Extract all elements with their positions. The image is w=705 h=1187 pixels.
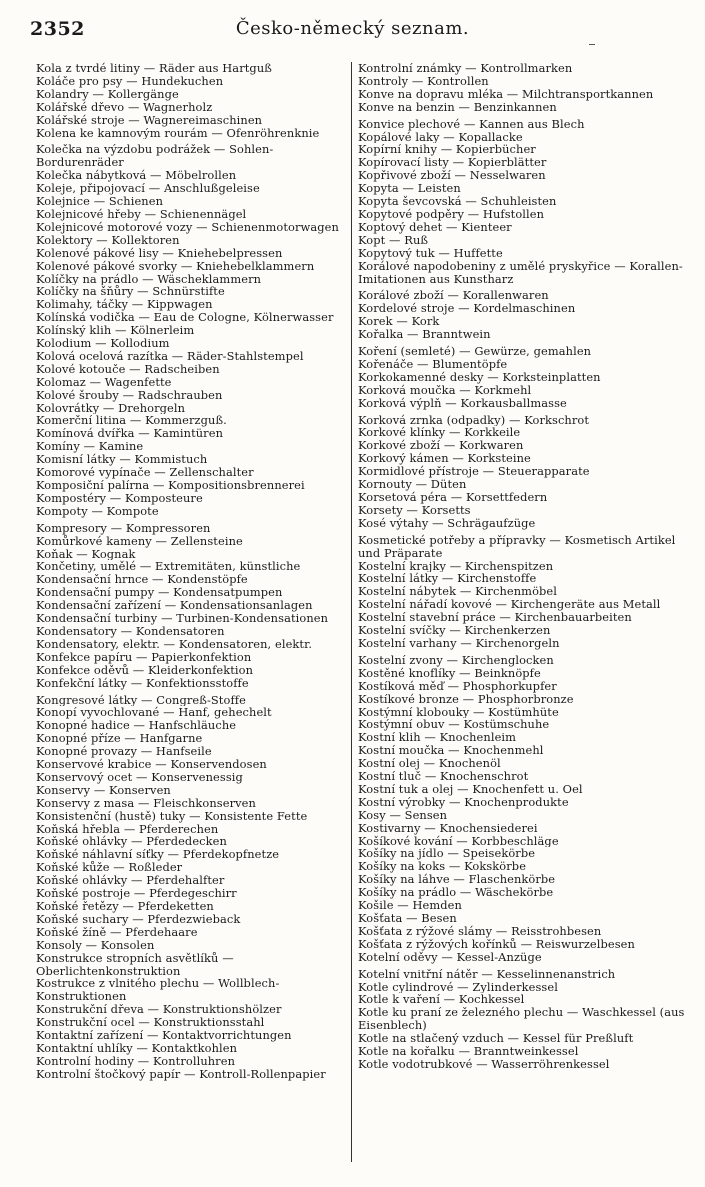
- index-entry: Kostelní látky — Kirchenstoffe: [358, 572, 537, 586]
- index-entry: Kotle k vaření — Kochkessel: [358, 993, 525, 1007]
- index-entry: Kotelní vnitřní nátěr — Kesselinnenanstrich: [358, 967, 616, 981]
- index-entry: Komerční litina — Kommerzguß.: [36, 414, 227, 428]
- index-entry: Košťata z rýžové slámy — Reisstrohbesen: [358, 924, 602, 938]
- index-entry: Kopytové podpěry — Hufstollen: [358, 207, 545, 221]
- index-entry: Kostní moučka — Knochenmehl: [358, 744, 544, 758]
- index-entry: Konve na benzin — Benzinkannen: [358, 100, 557, 114]
- index-entry: Kordelové stroje — Kordelmaschinen: [358, 302, 576, 316]
- index-entry: Koptový dehet — Kienteer: [358, 220, 512, 234]
- index-entry: Korek — Kork: [358, 315, 440, 329]
- index-entry: Kondensační zařízení — Kondensationsanlagen: [36, 599, 313, 613]
- index-entry: Kola z tvrdé litiny — Räder aus Hartguß: [36, 62, 272, 75]
- index-entry: Korsety — Korsetts: [358, 503, 471, 517]
- index-entry: Kornouty — Düten: [358, 478, 467, 491]
- index-entry: Kostelní varhany — Kirchenorgeln: [358, 636, 560, 650]
- index-entry: Kolena ke kamnovým rourám — Ofenröhrenknie: [36, 126, 320, 140]
- index-entry: Kostelní nábytek — Kirchenmöbel: [358, 585, 557, 599]
- index-entry: Komorové vypínače — Zellenschalter: [36, 466, 254, 479]
- index-entry: Košíky na koks — Kokskörbe: [358, 860, 527, 874]
- index-entry: Kostíkové bronze — Phosphorbronze: [358, 692, 574, 706]
- index-entry: Kostelní stavební práce — Kirchenbauarbeiten: [358, 611, 632, 625]
- index-entry: Korková výplň — Korkausballmasse: [358, 396, 567, 410]
- index-entry: Košile — Hemden: [358, 899, 462, 912]
- index-entry: Kosy — Sensen: [358, 808, 448, 822]
- index-entry: Kondensatory, elektr. — Kondensatoren, elektr.: [36, 637, 313, 651]
- index-entry: Kolodium — Kollodium: [36, 337, 170, 350]
- index-entry: Košíkové kování — Korbbeschläge: [358, 834, 559, 848]
- index-entry: Kolejnice — Schienen: [36, 195, 164, 208]
- index-entry: Kolejnicové hřeby — Schienennägel: [36, 207, 247, 221]
- index-entry: Kopyta ševcovská — Schuhleisten: [358, 195, 557, 208]
- index-entry: Kopírní knihy — Kopierbücher: [358, 143, 536, 157]
- index-entry: Kosé výtahy — Schrägaufzüge: [358, 516, 536, 530]
- index-entry: Komůrkové kameny — Zellensteine: [36, 534, 243, 548]
- index-entry: Koňské náhlavní síťky — Pferdekopfnetze: [36, 848, 280, 862]
- column-divider: [351, 62, 352, 1162]
- index-entry: Kolovrátky — Drehorgeln: [36, 401, 186, 415]
- index-entry: Kopálové laky — Kopallacke: [358, 130, 523, 144]
- index-entry: Komíny — Kamine: [36, 440, 144, 454]
- index-entry: Kolektory — Kollektoren: [36, 233, 180, 247]
- index-entry: Kostrukce z vlnitého plechu — Wollblech-Konstruktionen: [36, 977, 280, 1004]
- page-header: [30, 18, 675, 46]
- index-entry: Konstrukce stropních asvětlíků — Oberlichtenkonstruktion: [36, 951, 234, 978]
- index-entry: Kolenové pákové lisy — Kniehebelpressen: [36, 246, 283, 260]
- index-entry: Košíky na láhve — Flaschenkörbe: [358, 873, 556, 887]
- index-entry: Korkový kámen — Korksteine: [358, 452, 531, 466]
- page-number: 2352: [30, 18, 85, 40]
- index-entry: Korkové zboží — Korkwaren: [358, 439, 524, 453]
- index-entry: Kontroly — Kontrollen: [358, 74, 489, 88]
- index-entry: Konfekční látky — Konfektionsstoffe: [36, 676, 249, 690]
- index-entry: Kolečka nábytková — Möbelrollen: [36, 169, 237, 183]
- index-entry: Kongresové látky — Congreß-Stoffe: [36, 693, 246, 707]
- index-entry: Kopytový tuk — Huffette: [358, 246, 503, 260]
- index-entry: Kostivarny — Knochensiederei: [358, 821, 538, 835]
- index-entry: Korálové zboží — Korallenwaren: [358, 289, 549, 303]
- index-entry: Kompresory — Kompressoren: [36, 521, 211, 535]
- index-entry: Korková zrnka (odpadky) — Korkschrot: [358, 413, 590, 427]
- index-entry: Koláče pro psy — Hundekuchen: [36, 74, 224, 88]
- index-entry: Košťata — Besen: [358, 912, 457, 925]
- index-entry: Korsetová péra — Korsettfedern: [358, 491, 548, 504]
- index-entry: Kormidlové přístroje — Steuerapparate: [358, 465, 590, 479]
- index-entry: Kostní výrobky — Knochenprodukte: [358, 795, 569, 809]
- index-entry: Konfekce oděvů — Kleiderkonfektion: [36, 663, 254, 677]
- index-entry: Konopné provazy — Hanfseile: [36, 745, 212, 759]
- index-entry: Konve na dopravu mléka — Milchtransportkannen: [358, 87, 654, 101]
- index-entry: Koleje, připojovací — Anschlußgeleise: [36, 182, 260, 196]
- index-entry: Kostelní nářadí kovové — Kirchengeräte aus Metall: [358, 598, 661, 612]
- right-column: [358, 62, 696, 1172]
- index-entry: Konfekce papíru — Papierkonfektion: [36, 650, 252, 664]
- index-entry: Kostelní zvony — Kirchenglocken: [358, 653, 554, 667]
- index-entry: Konservový ocet — Konservenessig: [36, 770, 243, 784]
- index-entry: Konvice plechové — Kannen aus Blech: [358, 117, 585, 131]
- index-entry: Kontaktní uhlíky — Kontaktkohlen: [36, 1041, 238, 1055]
- index-entry: Kondensační turbiny — Turbinen-Kondensationen: [36, 612, 329, 625]
- index-entry: Kostní tuk a olej — Knochenfett u. Oel: [358, 782, 583, 796]
- index-entry: Kotle vodotrubkové — Wasserröhrenkessel: [358, 1057, 610, 1071]
- index-entry: Kopt — Ruß: [358, 233, 429, 247]
- index-entry: Kontaktní zařízení — Kontaktvorrichtungen: [36, 1029, 292, 1042]
- index-entry: Končetiny, umělé — Extremitäten, künstliche: [36, 560, 301, 574]
- index-entry: Kostelní svíčky — Kirchenkerzen: [358, 624, 551, 637]
- index-entry: Koňské ohlávky — Pferdehalfter: [36, 874, 225, 888]
- index-entry: Kolečka na výzdobu podrážek — Sohlen-Bordurenräder: [36, 143, 274, 170]
- index-entry: Korkokamenné desky — Korksteinplatten: [358, 370, 601, 384]
- index-entry: Kolíčky na prádlo — Wäscheklammern: [36, 272, 262, 286]
- index-entry: Košťata z rýžových kořínků — Reiswurzelbesen: [358, 937, 635, 951]
- index-entry: Kotle ku praní ze železného plechu — Waschkessel (aus Eisenblech): [358, 1006, 685, 1033]
- index-entry: Kondensační pumpy — Kondensatpumpen: [36, 586, 283, 600]
- index-entry: Kolenové pákové svorky — Kniehebelklammern: [36, 259, 315, 273]
- index-entry: Kolandry — Kollergänge: [36, 87, 179, 101]
- left-column: [36, 62, 348, 1172]
- index-entry: Košíky na jídlo — Speisekörbe: [358, 847, 536, 861]
- index-entry: Kolejnicové motorové vozy — Schienenmotorwagen: [36, 220, 339, 234]
- index-entry: Kotle cylindrové — Zylinderkessel: [358, 980, 558, 994]
- index-entry: Konsoly — Konsolen: [36, 938, 155, 952]
- index-entry: Kosmetické potřeby a přípravky — Kosmetisch Artikel und Präparate: [358, 533, 676, 560]
- index-entry: Kolová ocelová razítka — Räder-Stahlstempel: [36, 349, 304, 363]
- index-entry: Kolimahy, táčky — Kippwagen: [36, 298, 213, 312]
- index-entry: Kostní tluč — Knochenschrot: [358, 770, 529, 783]
- index-entry: Kolínský klih — Kölnerleim: [36, 324, 195, 338]
- index-entry: Koňské ohlávky — Pferdedecken: [36, 835, 227, 849]
- index-entry: Kostýmní klobouky — Kostümhüte: [358, 705, 559, 719]
- index-entry: Kořalka — Branntwein: [358, 328, 491, 342]
- index-entry: Konstrukční dřeva — Konstruktionshölzer: [36, 1003, 282, 1017]
- index-entry: Konservy z masa — Fleischkonserven: [36, 796, 256, 810]
- index-entry: Kopřivové zboží — Nesselwaren: [358, 169, 546, 183]
- index-entry: Kolínská vodička — Eau de Cologne, Kölnerwasser: [36, 311, 334, 325]
- index-entry: Kopyta — Leisten: [358, 182, 461, 196]
- index-entry: Koření (semleté) — Gewürze, gemahlen: [358, 345, 592, 358]
- index-entry: Kostěné knoflíky — Beinknöpfe: [358, 666, 541, 680]
- index-entry: Kostelní krajky — Kirchenspitzen: [358, 559, 554, 573]
- index-entry: Konopné hadice — Hanfschläuche: [36, 719, 237, 733]
- index-entry: Kostní klih — Knochenleim: [358, 731, 517, 745]
- index-entry: Kolářské dřevo — Wagnerholz: [36, 100, 213, 114]
- index-entry: Koňské postroje — Pferdegeschirr: [36, 887, 237, 900]
- index-entry: Koňské žíně — Pferdehaare: [36, 925, 198, 939]
- index-entry: Komisní látky — Kommistuch: [36, 453, 208, 467]
- index-entry: Kostní olej — Knochenöl: [358, 757, 501, 771]
- index-entry: Korálové napodobeniny z umělé pryskyřice — Korallen-Imitationen aus Kunstharz: [358, 259, 683, 286]
- index-entry: Kompoty — Kompote: [36, 504, 159, 518]
- index-entry: Kostíková měď — Phosphorkupfer: [358, 679, 557, 693]
- index-entry: Kontrolní známky — Kontrollmarken: [358, 62, 573, 75]
- index-entry: Kotle na kořalku — Branntweinkessel: [358, 1045, 579, 1058]
- index-entry: Kompostéry — Komposteure: [36, 491, 203, 505]
- index-entry: Kondensační hrnce — Kondenstöpfe: [36, 573, 248, 587]
- index-entry: Kolářské stroje — Wagnereimaschinen: [36, 113, 263, 127]
- index-entry: Kolové šrouby — Radschrauben: [36, 388, 223, 402]
- index-entry: Kontrolní štočkový papír — Kontroll-Rollenpapier: [36, 1067, 326, 1081]
- index-entry: Koňské kůže — Roßleder: [36, 861, 183, 875]
- index-entry: Konopí vyvochlované — Hanf, gehechelt: [36, 706, 272, 720]
- index-entry: Konsistenční (hustě) tuky — Konsistente Fette: [36, 809, 308, 823]
- index-entry: Konservové krabice — Konservendosen: [36, 758, 267, 771]
- index-entry: Kopírovací listy — Kopierblätter: [358, 156, 547, 170]
- index-entry: Korkové klínky — Korkkeile: [358, 426, 521, 440]
- index-entry: Konstrukční ocel — Konstruktionsstahl: [36, 1016, 265, 1030]
- index-entry: Komínová dvířka — Kamintüren: [36, 427, 224, 441]
- index-entry: Konservy — Konserven: [36, 783, 171, 797]
- index-entry: Kostýmní obuv — Kostümschuhe: [358, 718, 550, 732]
- index-columns: [36, 62, 696, 1172]
- index-entry: Kolíčky na šňůry — Schnürstifte: [36, 285, 225, 299]
- index-entry: Kolomaz — Wagenfette: [36, 375, 172, 389]
- index-entry: Kotle na stlačený vzduch — Kessel für Preßluft: [358, 1032, 634, 1046]
- index-entry: Koňská hřebla — Pferderechen: [36, 822, 219, 836]
- index-entry: Kotelní oděvy — Kessel-Anzüge: [358, 950, 542, 964]
- index-entry: Konopné příze — Hanfgarne: [36, 732, 203, 746]
- index-entry: Koňské suchary — Pferdezwieback: [36, 912, 241, 926]
- header-dash: [589, 44, 595, 45]
- index-entry: Korková moučka — Korkmehl: [358, 383, 532, 397]
- index-entry: Košíky na prádlo — Wäschekörbe: [358, 886, 554, 900]
- index-entry: Kondensatory — Kondensatoren: [36, 624, 225, 638]
- page-title: Česko-německý seznam.: [235, 18, 470, 39]
- index-entry: Koňské řetězy — Pferdeketten: [36, 900, 214, 913]
- index-entry: Komposiční palírna — Kompositionsbrennerei: [36, 479, 305, 492]
- index-entry: Kořenáče — Blumentöpfe: [358, 357, 508, 371]
- index-entry: Koňak — Kognak: [36, 547, 136, 561]
- index-entry: Kontrolní hodiny — Kontrolluhren: [36, 1054, 236, 1068]
- index-entry: Kolové kotouče — Radscheiben: [36, 362, 220, 376]
